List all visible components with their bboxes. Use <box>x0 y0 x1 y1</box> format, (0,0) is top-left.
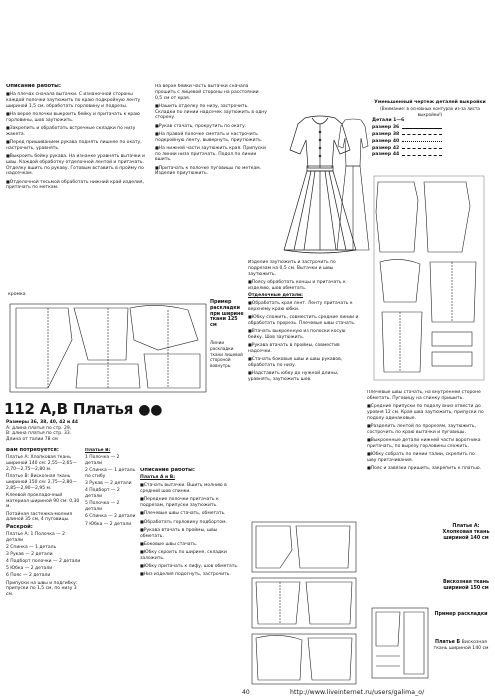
materials-item: Клеевой прокладочный материал шириной 90 см: 0,30 м. <box>6 492 80 510</box>
materials-item: Потайная застежка-молния длиной 35 см, 4 пуговицы. <box>6 511 73 523</box>
work-paragraph: ■ Обработать горловину подбортом. <box>140 519 242 526</box>
work-subheading: Платья А и В: <box>140 475 176 481</box>
col4-paragraph: ■ Разделить лентой по прорезям, заутюжить, сострочить по краю вытачки и пуговицы. <box>367 423 485 436</box>
instructions-column-2 <box>155 84 267 242</box>
intro-paragraph: ■ Перед пришиванием рукава поднять лишнее по окату, настрочить, уравнять. <box>6 139 151 152</box>
cutting-b-column <box>85 448 137 568</box>
cutting-b-item: 7 Юбка — 2 детали <box>85 521 132 527</box>
col2-paragraph: На верхе бейки часть вытачки сначала прошить с лицевой стороны на расстоянии 0,5 см от края. <box>155 84 259 101</box>
cutting-item: 6 Пояс — 2 детали <box>6 573 51 579</box>
cutting-b-item: 1 Полочка — 2 детали <box>85 455 120 466</box>
model-specs <box>6 420 146 442</box>
col4-paragraph: ■ Юбку собрать по линии талии, скрепить по шву притачивания. <box>367 451 485 464</box>
legend-note: (Внимание: в основных контурах из-за листа выкройки!) <box>380 105 480 117</box>
work-paragraph: ■ Плечевые швы стачать, обметать. <box>140 510 242 517</box>
intro-column <box>6 84 151 264</box>
line-dotted-icon <box>402 141 442 142</box>
layout-diagram-bottom <box>250 520 360 686</box>
col3-subheading: Отделочные детали: <box>248 292 303 298</box>
cutting-b-item: 4 Подборт — 2 детали <box>85 488 120 500</box>
col2-paragraph: ■ Нашить отделку по низу, застрочить. Складки по линии надсечек заутюжить в одну сторону. <box>155 103 267 121</box>
layout-note: Линии раскладки ткани лицевой стороной вовнутрь. <box>210 340 243 369</box>
layout-caption: Пример раскладки при ширине ткани 125 см <box>210 300 244 329</box>
spec-line: В: длина платья по стр. 33. <box>6 431 72 437</box>
work-paragraph: ■ Юбку скроить по ширине, складки заложить. <box>140 549 242 562</box>
col3-paragraph: ■ Втачать выкроенную из полоски косую бейку. Шов заутюжить. <box>248 328 360 341</box>
col3-paragraph: ■ Надставить юбку до нужной длины, уравнять, заутюжить шов. <box>248 370 360 383</box>
col4-paragraph: ■ Пояс и завязки пришить, закрепить к платью. <box>367 465 485 472</box>
col4-paragraph: ■ Средние припуски по подолу вниз отвести до уровня 12 см. Края шва заутюжить, припуски по подолу одинаковые. <box>367 403 485 421</box>
materials-item: Платье А: Хлопковая ткань шириной 140 см: 2,55—2,65—2,70—2,75—2,80 м. <box>6 455 77 472</box>
cutting-heading: Раскрой: <box>6 523 33 530</box>
col2-paragraph: ■ На нижней части заутюжить края. Припуски по линии низа притачать. Подол по линии вшить. <box>155 145 267 163</box>
cutting-item: 3 Рукав — 2 детали <box>6 551 53 557</box>
col4-paragraph: Плечевые швы стачать, на внутренней стороне обметать. Пуговицу на спинку пришить. <box>367 390 481 401</box>
cutting-item: 2 Спинка — 1 деталь <box>6 544 57 550</box>
fabric-b-caption: Вискозная ткань шириной 150 см <box>442 580 490 591</box>
col2-paragraph: ■ Рукав стачать, прокрутить по окату. <box>155 123 267 130</box>
spec-line: А: длина платья по стр. 29, <box>6 425 72 431</box>
cutting-b-item: 5 Полочка — 2 детали <box>85 501 120 513</box>
layout-diagram-top <box>8 300 208 396</box>
legend-size-42: размер 42 <box>372 146 488 152</box>
line-solid-icon <box>402 128 442 129</box>
legend-part-label: Детали 1—6 <box>372 118 405 124</box>
model-title: 112 А,В Платья ●● <box>4 400 163 418</box>
instructions-column-3 <box>248 260 360 518</box>
work-paragraph: ■ Рукава втачать в проймы, швы обметать. <box>140 527 242 540</box>
col3-paragraph: Изделие заутюжить и застрочить по подрезам на 0,5 см. Вытачки и швы заутюжить. <box>248 260 336 277</box>
instructions-column-4 <box>367 390 485 602</box>
line-long-dash-icon <box>402 155 442 156</box>
sizes-line: Размеры 36, 38, 40, 42 и 44 <box>6 420 78 425</box>
layout-label: кромка <box>8 292 26 297</box>
work-paragraph: ■ Боковые швы стачать. <box>140 541 242 548</box>
cutting-b-item: 6 Спинка — 2 детали <box>85 514 136 520</box>
dress-back-illustration <box>335 116 371 256</box>
intro-paragraph: ■ На плечах сначала вытачки. С изнаночной стороны каждой полочки заутюжить по краю подкройную ленту шириной 1,5 см, обработать горловину и подрезы. <box>6 91 151 109</box>
cutting-item: Платье А: 1 Полочка — 2 детали <box>6 531 65 543</box>
spec-line: Длина от талии 78 см <box>6 436 58 442</box>
allowance-note: Припуски на швы и подгибку: припуски по 1,5 см, по низу 3 см. <box>6 580 78 598</box>
work-paragraph: ■ Низ изделия подогнуть, застрочить. <box>140 571 242 578</box>
intro-paragraph: ■ Закрепить и обработать встречные складки по низу жакета. <box>6 125 151 138</box>
intro-heading: Описание работы: <box>6 84 61 89</box>
legend-size-38: размер 38 <box>372 132 488 138</box>
col3-paragraph: ■ Обработать края лент. Ленту притачать к верхнему краю юбки. <box>248 300 360 313</box>
col3-paragraph: ■ Юбку сложить, совместить средние линии и обработать прорезь. Плечевые швы стачать. <box>248 314 360 327</box>
pattern-legend <box>372 100 488 158</box>
cutting-item: 5 Юбка — 2 детали <box>6 566 53 572</box>
materials-item: Платье В: Вискозная ткань шириной 150 см: 2,75—2,80—2,85—2,90—2,95 м. <box>6 473 77 491</box>
legend-title: Уменьшенный чертеж деталей выкройки <box>374 100 486 105</box>
work-paragraph: ■ Стачать вытачки. Вшить молнию в средний шов спинки. <box>140 482 242 495</box>
work-paragraph: ■ Юбку притачать к лифу, шов обметать. <box>140 563 242 570</box>
intro-paragraph: ■ Выкроить бейку рукава. На изнанке уравнять вытачки и швы. Каждой обработку отделочной лентой и притачать. Отделку вшить по рукаву. Готовым вставить в пройму по надсечкам. <box>6 153 151 177</box>
pocket-caption: Пример раскладки <box>434 612 488 617</box>
work-paragraph: ■ Передние полочки притачать к подрезам, припуски заутюжить. <box>140 496 242 509</box>
materials-heading: Вам потребуется: <box>6 448 59 453</box>
fabric-a-caption: Платье А: Хлопковая ткань шириной 140 см <box>442 524 490 541</box>
lining-layout-diagram <box>370 606 430 680</box>
line-dashed-icon <box>402 134 442 135</box>
cutting-b-item: Платье В: <box>85 448 111 453</box>
intro-paragraph: ■ На верхе полочки выкроить бейку и притачать к краю горловины, шов заутюжить. <box>6 111 151 124</box>
source-url[interactable]: http://www.liveinternet.ru/users/galima_o/ <box>290 689 425 696</box>
col3-paragraph: ■ Поясу обработать концы и притачать к изделию, шов обметать. <box>248 279 360 292</box>
cutting-b-item: 2 Спинка — 1 деталь по сгибу <box>85 468 136 479</box>
pattern-pieces-diagram <box>370 172 488 384</box>
legend-size-40: размер 40 <box>372 139 488 145</box>
work-description-column <box>140 468 242 692</box>
materials-column <box>6 448 81 696</box>
legend-size-36: размер 36 <box>372 125 488 131</box>
col2-paragraph: ■ Притачать к полочке пуговицы по меткам. Изделие приутюжить. <box>155 165 267 178</box>
col2-paragraph: ■ На правой полочке сметать и настрочить подкройную ленту, вывернуть, приутюжить. <box>155 131 267 144</box>
legend-size-44: размер 44 <box>372 152 488 158</box>
cutting-b-item: 3 Рукав — 2 детали <box>85 481 132 487</box>
cutting-item: 4 Подборт полочки — 2 детали <box>6 559 81 565</box>
line-dashdot-icon <box>402 148 442 149</box>
lining-caption: Платье Б Вискозная ткань шириной 140 см <box>433 640 489 651</box>
page-number: 40 <box>242 689 250 696</box>
col3-paragraph: ■ Стачать боковые швы и швы рукавов, обработать по низу. <box>248 356 360 369</box>
work-heading: Описание работы: <box>140 468 195 473</box>
intro-paragraph: ■ Отделочной тесьмой обработать нижний край изделия, притачать по меткам. <box>6 179 151 192</box>
col3-paragraph: ■ Рукава втачать в проймы, совместив надсечки. <box>248 342 360 355</box>
col4-paragraph: ■ Выкроенные детали нижней части воротника притачать, по вырезу горловины сложить. <box>367 437 485 450</box>
